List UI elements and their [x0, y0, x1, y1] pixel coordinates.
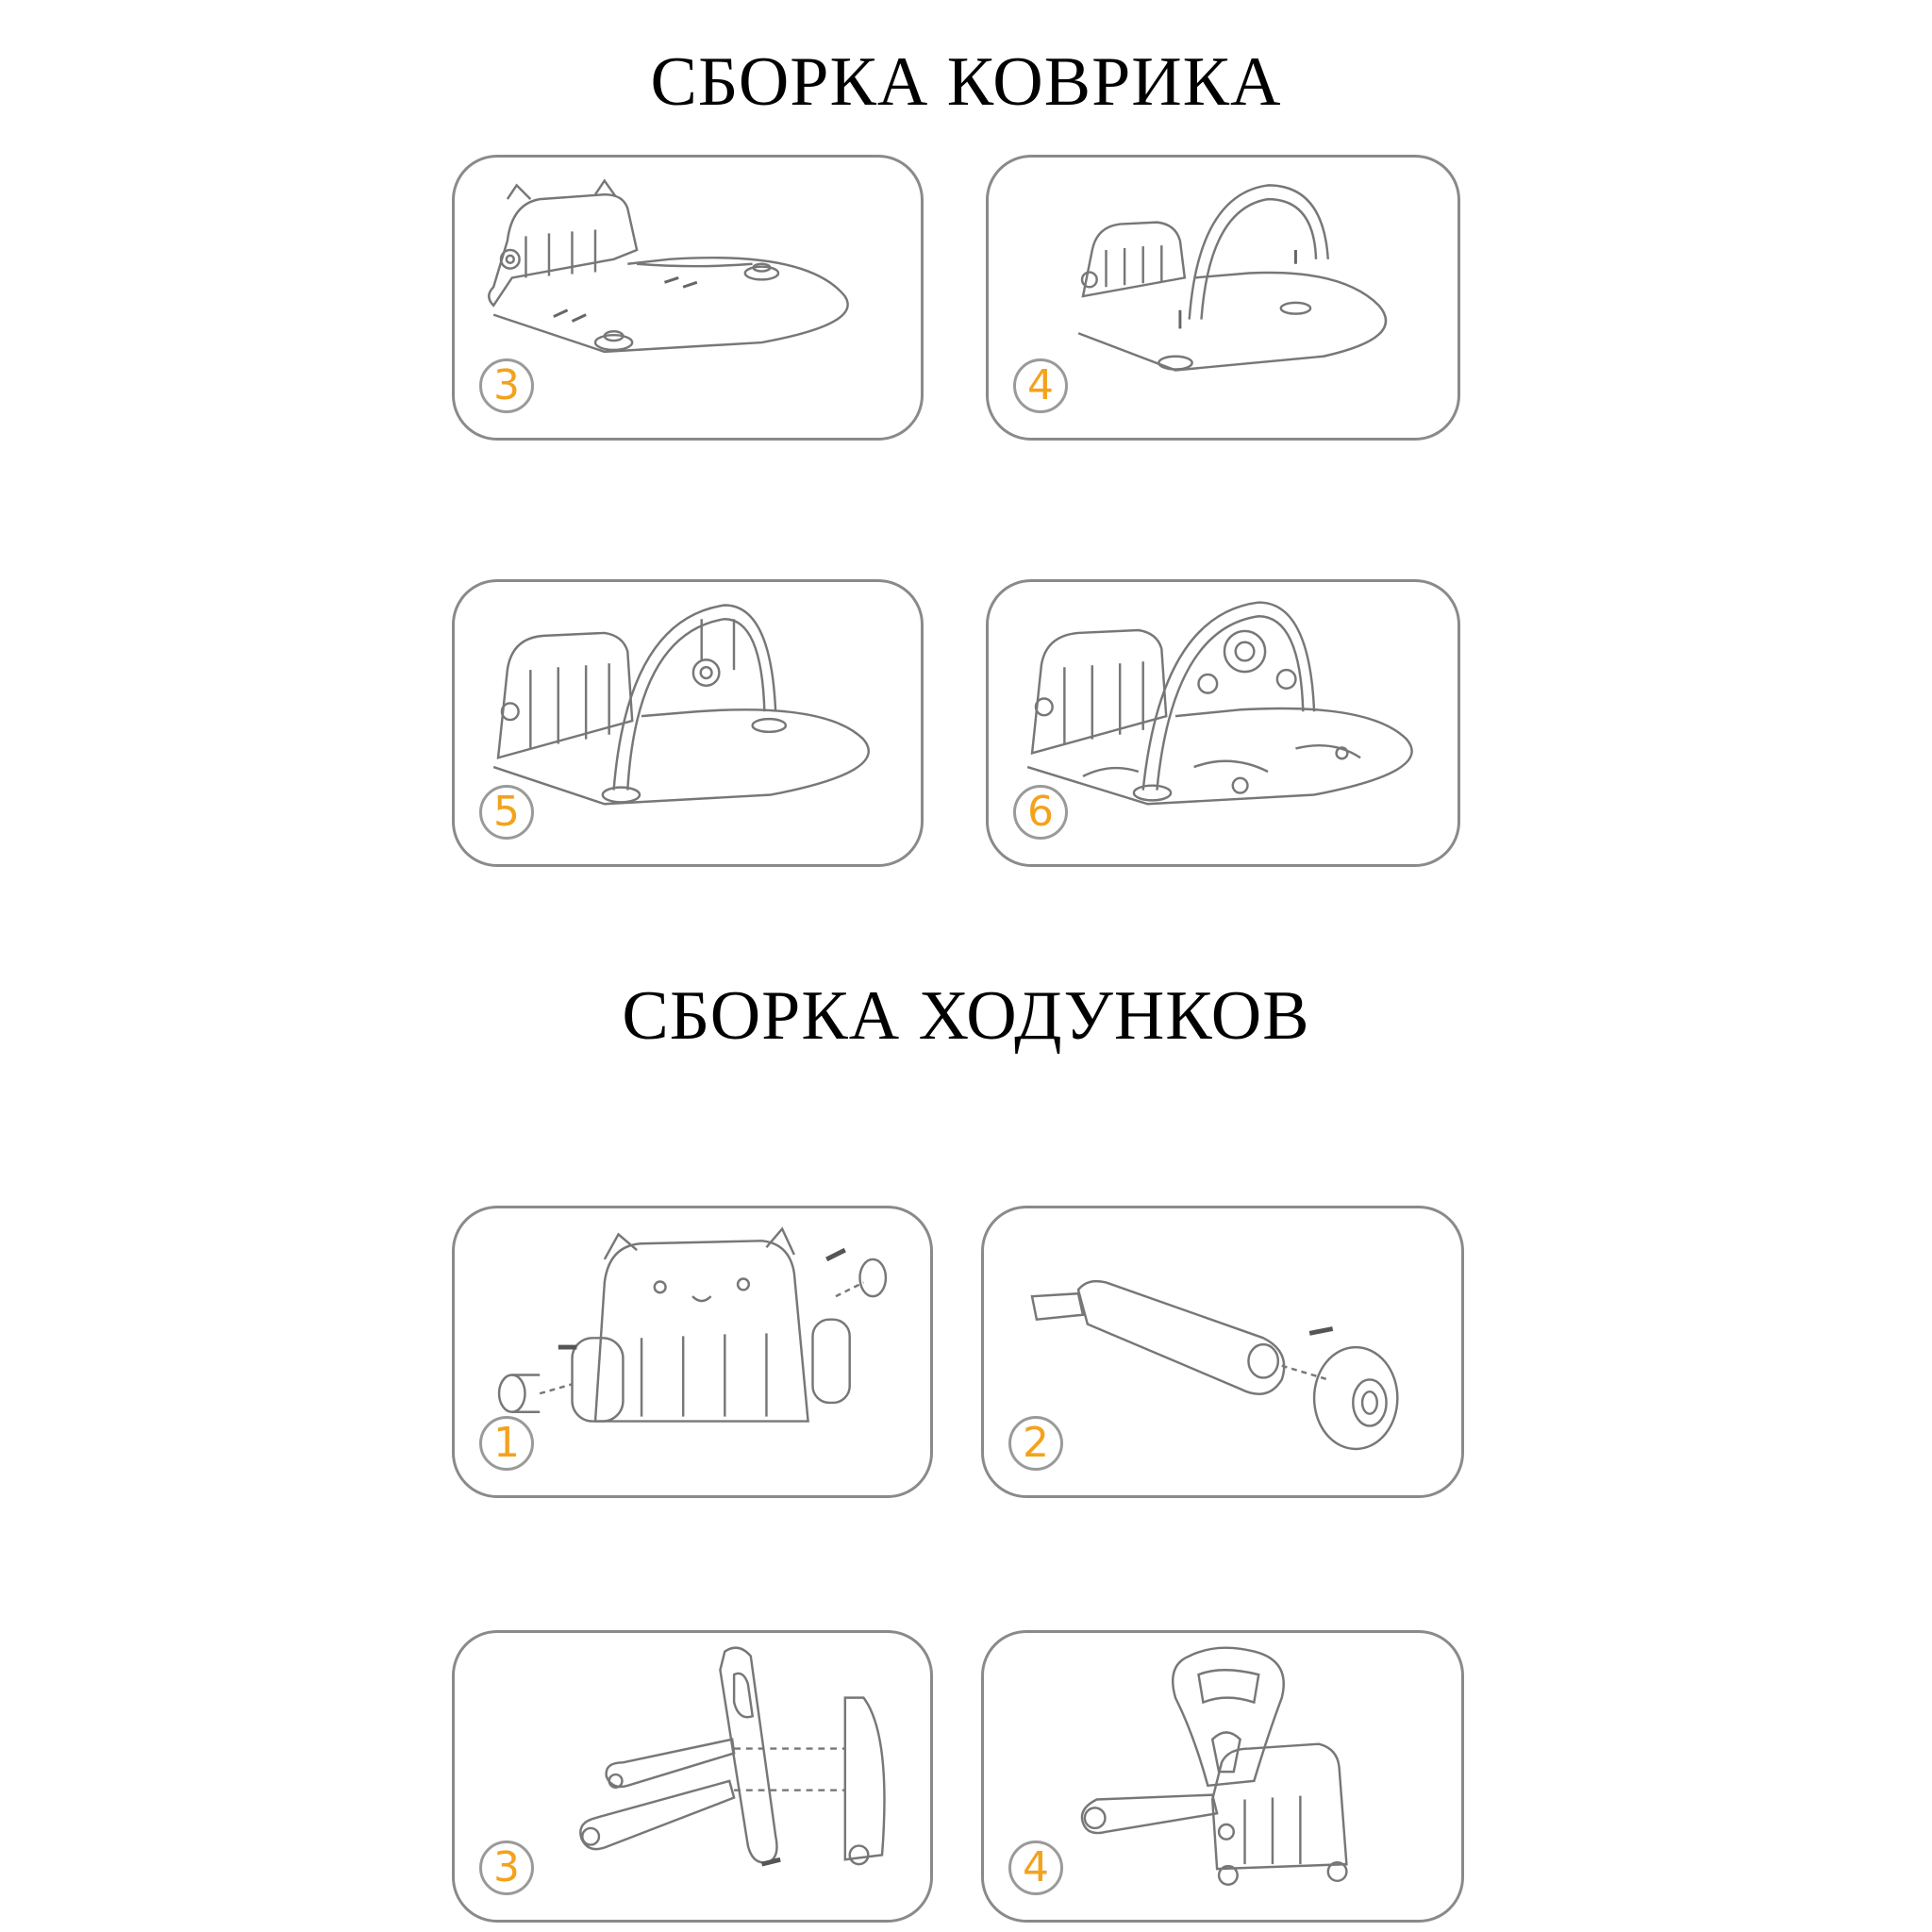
walker-step-3-number: 3 — [479, 1840, 534, 1895]
mat-step-4-number: 4 — [1013, 358, 1068, 413]
walker-step-2-number: 2 — [1008, 1416, 1063, 1471]
mat-step-3-number: 3 — [479, 358, 534, 413]
walker-step-3-panel — [452, 1630, 933, 1923]
mat-step-6-panel — [986, 579, 1460, 867]
mat-step-5-number: 5 — [479, 785, 534, 840]
mat-step-5-panel — [452, 579, 924, 867]
mat-assembly-heading: СБОРКА КОВРИКА — [650, 43, 1282, 121]
walker-assembly-heading: СБОРКА ХОДУНКОВ — [622, 977, 1310, 1055]
walker-step-4-panel — [981, 1630, 1464, 1923]
walker-step-4-number: 4 — [1008, 1840, 1063, 1895]
walker-step-2-panel — [981, 1206, 1464, 1498]
mat-step-3-panel — [452, 155, 924, 441]
mat-step-6-number: 6 — [1013, 785, 1068, 840]
walker-step-1-panel — [452, 1206, 933, 1498]
mat-step-4-panel — [986, 155, 1460, 441]
walker-step-1-number: 1 — [479, 1416, 534, 1471]
